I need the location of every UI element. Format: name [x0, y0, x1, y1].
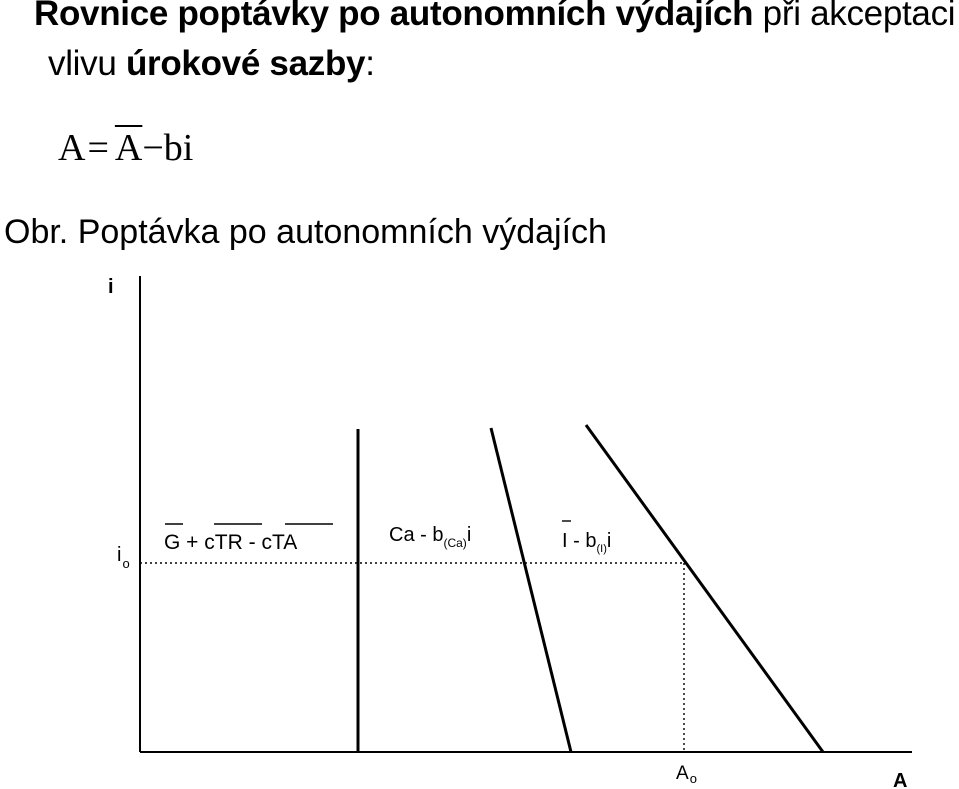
line-investment-component	[586, 425, 823, 752]
i0-main: i	[117, 544, 122, 566]
line3-tail: i	[606, 530, 612, 552]
title-line2-bold: úrokové sazby	[125, 44, 366, 83]
equation-lhs: A	[58, 127, 86, 169]
line3-sub: (I)	[596, 543, 607, 555]
line1-g: G	[164, 531, 181, 554]
title-line2-plain: vlivu	[48, 44, 126, 83]
a0-label	[676, 763, 697, 786]
line-consumption-component	[491, 428, 571, 752]
figure-caption: Obr. Poptávka po autonomních výdajích	[4, 213, 607, 251]
title-bold-part: Rovnice poptávky po autonomních výdajích	[34, 0, 754, 33]
i0-sub: o	[122, 556, 130, 571]
line1-plus: + c	[180, 531, 215, 554]
a0-main: A	[676, 763, 689, 784]
equation-term: bi	[163, 127, 194, 169]
line2-label	[389, 524, 471, 550]
a0-sub: o	[689, 771, 697, 786]
title-line2-colon: :	[365, 44, 375, 83]
title-rest-part: při akceptaci	[753, 0, 956, 33]
y-axis-label: i	[108, 276, 114, 298]
x-axis-label: A	[893, 770, 908, 789]
line3-i: I	[562, 530, 568, 552]
line1-ta: TA	[271, 531, 298, 554]
line1-label	[164, 531, 297, 554]
equation-a-bar: $\overline{A}$	[114, 127, 143, 169]
line2-sub: (Ca)	[443, 536, 467, 550]
line3-label	[562, 530, 611, 555]
i0-label	[117, 544, 130, 571]
line2-main: Ca - b	[389, 524, 444, 546]
equation-minus: −	[142, 127, 164, 169]
line2-tail: i	[466, 524, 472, 546]
line3-mid: - b	[567, 530, 597, 552]
line1-minus: - c	[242, 531, 272, 554]
line1-tr: TR	[214, 531, 243, 554]
equation-equals: =	[87, 127, 109, 169]
